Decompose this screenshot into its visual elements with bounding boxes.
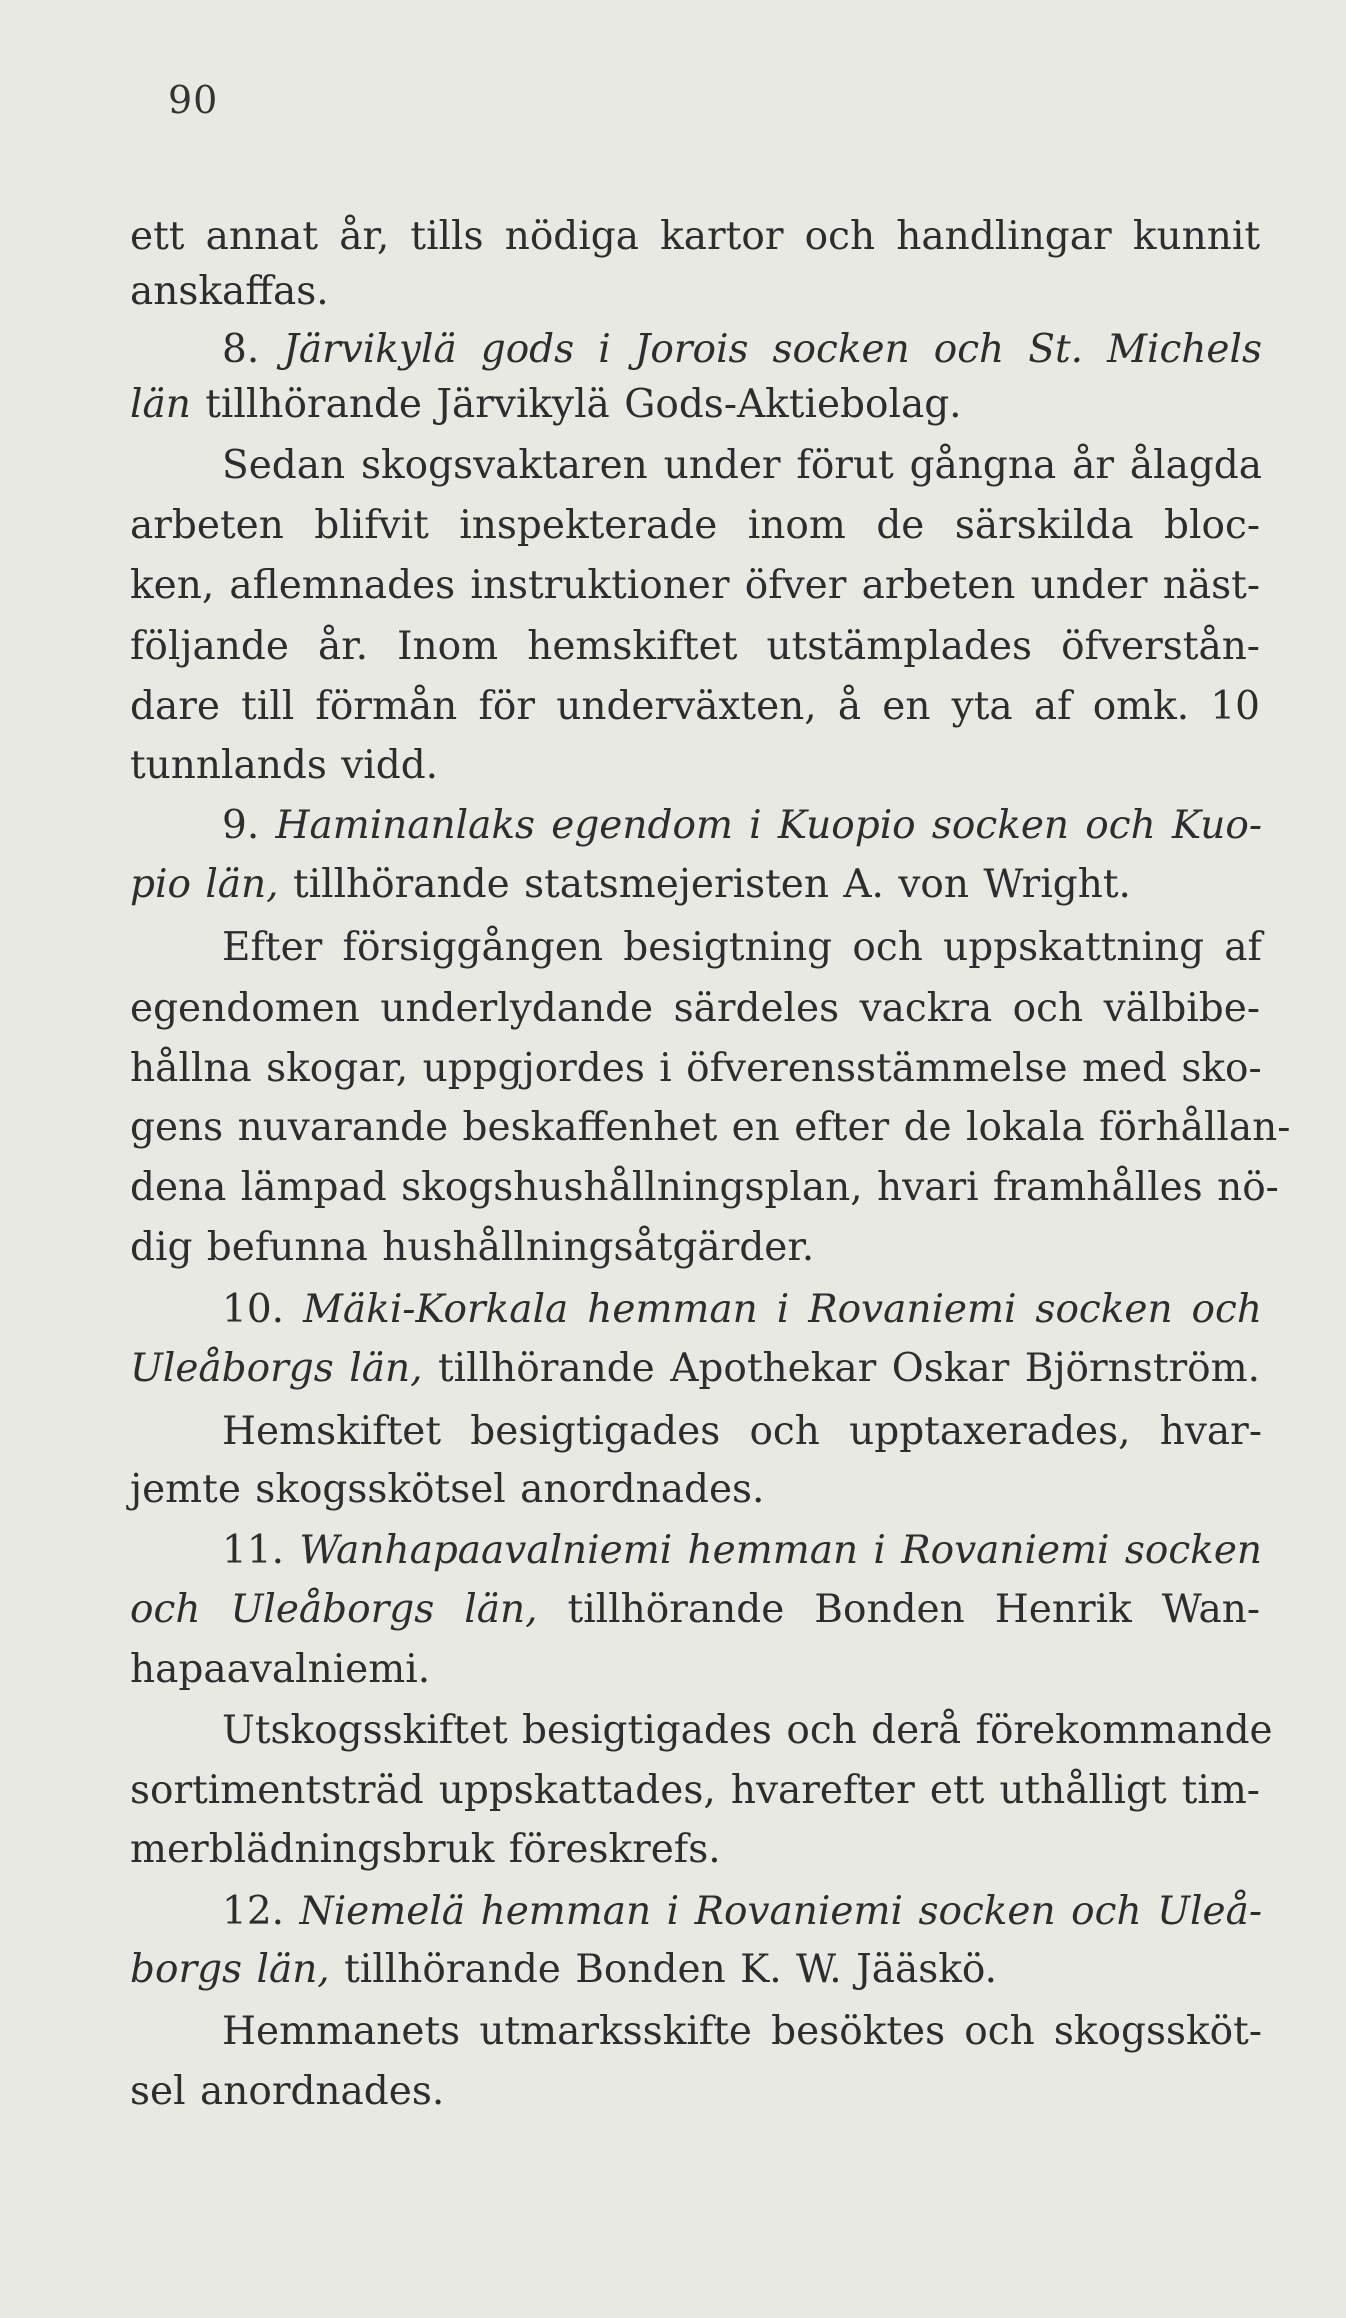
text-line xyxy=(130,979,1260,1039)
text-line xyxy=(130,677,1260,737)
text-segment: följande år. Inom hemskiftet utstämplades öfverstån- xyxy=(130,624,1260,669)
text-segment: Utskogsskiftet besigtigades och derå förekommande xyxy=(222,1708,1273,1753)
italic-text: Mäki-Korkala hemman i Rovaniemi socken och xyxy=(303,1287,1263,1332)
text-segment: Hemmanets utmarksskifte besöktes och skogssköt- xyxy=(222,2009,1262,2054)
text-segment: arbeten blifvit inspekterade inom de särskilda bloc- xyxy=(130,503,1260,548)
text-segment: dare till förmån för underväxten, å en yta af omk. 10 xyxy=(130,684,1260,729)
text-line xyxy=(130,375,1260,435)
text-line xyxy=(222,796,1262,856)
text-line xyxy=(130,1218,1260,1278)
text-segment: Efter försiggången besigtning och uppskattning af xyxy=(222,925,1262,970)
text-segment: dig befunna hushållningsåtgärder. xyxy=(130,1225,815,1270)
text-line xyxy=(130,1820,1260,1880)
text-line xyxy=(222,1402,1262,1462)
text-segment: 8. xyxy=(222,327,284,372)
text-line xyxy=(130,1460,1260,1520)
text-line xyxy=(222,1882,1262,1942)
italic-text: borgs län, xyxy=(130,1947,330,1992)
italic-text: och Uleåborgs län, xyxy=(130,1587,538,1632)
text-line xyxy=(222,320,1262,380)
italic-text: pio län, xyxy=(130,862,279,907)
text-line xyxy=(130,736,1260,796)
text-line xyxy=(130,1940,1260,2000)
text-segment: 12. xyxy=(222,1889,300,1934)
text-line xyxy=(222,1521,1262,1581)
text-line xyxy=(130,1339,1260,1399)
italic-text: län xyxy=(130,382,191,427)
italic-text: Haminanlaks egendom i Kuopio socken och Kuo- xyxy=(275,803,1263,848)
italic-text: Niemelä hemman i Rovaniemi socken och Uleå- xyxy=(299,1889,1263,1934)
text-segment: 10. xyxy=(222,1287,303,1332)
text-line xyxy=(130,2062,1260,2122)
text-segment: tunnlands vidd. xyxy=(130,743,439,788)
text-line xyxy=(130,496,1260,556)
text-segment: sel anordnades. xyxy=(130,2069,445,2114)
text-segment: hapaavalniemi. xyxy=(130,1647,431,1692)
text-segment: tillhörande Bonden K. W. Jääskö. xyxy=(329,1947,998,1992)
text-segment: hållna skogar, uppgjordes i öfverensstämmelse med sko- xyxy=(130,1046,1262,1091)
text-segment: ett annat år, tills nödiga kartor och handlingar kunnit xyxy=(130,214,1260,259)
italic-text: Uleåborgs län, xyxy=(130,1346,423,1391)
text-segment: sortimentsträd uppskattades, hvarefter ett uthålligt tim- xyxy=(130,1768,1260,1813)
text-line xyxy=(222,436,1262,496)
text-line xyxy=(222,2002,1262,2062)
text-segment: dena lämpad skogshushållningsplan, hvari framhålles nö- xyxy=(130,1165,1279,1210)
text-line xyxy=(130,1158,1279,1218)
text-segment: tillhörande statsmejeristen A. von Wright. xyxy=(278,862,1131,907)
text-line xyxy=(130,1580,1260,1640)
text-line xyxy=(130,556,1260,616)
page-number: 90 xyxy=(168,78,219,122)
text-line xyxy=(130,1640,1260,1700)
text-line xyxy=(130,617,1260,677)
text-line xyxy=(222,918,1262,978)
text-line xyxy=(130,262,1260,322)
text-segment: gens nuvarande beskaffenhet en efter de lokala förhållan- xyxy=(130,1105,1291,1150)
text-line xyxy=(222,1701,1273,1761)
text-segment: jemte skogsskötsel anordnades. xyxy=(130,1467,765,1512)
text-segment: tillhörande Bonden Henrik Wan- xyxy=(537,1587,1260,1632)
text-segment: ken, aflemnades instruktioner öfver arbeten under näst- xyxy=(130,563,1260,608)
text-line xyxy=(130,207,1260,267)
text-segment: anskaffas. xyxy=(130,269,329,314)
text-line xyxy=(130,1039,1260,1099)
text-segment: tillhörande Järvikylä Gods-Aktiebolag. xyxy=(190,382,962,427)
text-line xyxy=(130,1761,1260,1821)
text-line xyxy=(130,1098,1291,1158)
text-segment: egendomen underlydande särdeles vackra och välbibe- xyxy=(130,986,1260,1031)
text-segment: tillhörande Apothekar Oskar Björnström. xyxy=(422,1346,1260,1391)
text-segment: 9. xyxy=(222,803,276,848)
italic-text: Järvikylä gods i Jorois socken och St. Michels xyxy=(283,327,1262,372)
italic-text: Wanhapaavalniemi hemman i Rovaniemi socken xyxy=(299,1528,1263,1573)
text-line xyxy=(130,855,1260,915)
text-segment: merblädningsbruk föreskrefs. xyxy=(130,1827,721,1872)
text-segment: Hemskiftet besigtigades och upptaxerades, hvar- xyxy=(222,1409,1262,1454)
text-segment: 11. xyxy=(222,1528,300,1573)
text-segment: Sedan skogsvaktaren under förut gångna år ålagda xyxy=(222,443,1262,488)
text-line xyxy=(222,1280,1262,1340)
